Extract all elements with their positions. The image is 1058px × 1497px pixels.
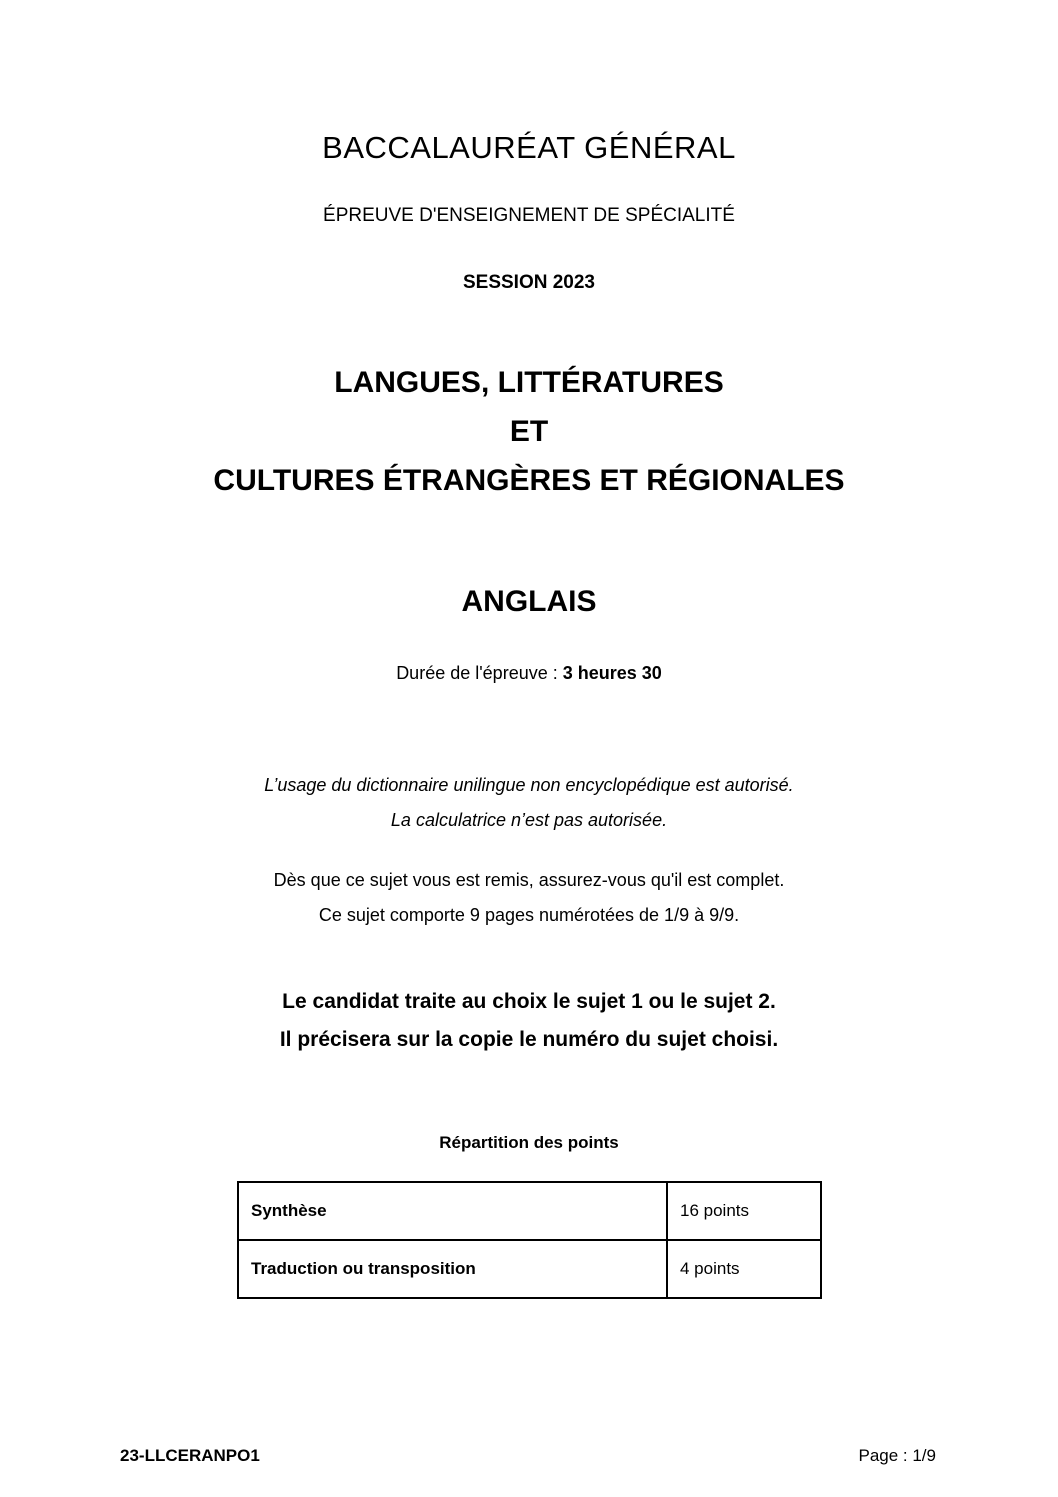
table-cell-synthese-label: Synthèse <box>238 1182 667 1240</box>
table-row <box>238 1240 821 1298</box>
completeness-notice: Dès que ce sujet vous est remis, assurez-vous qu'il est complet. <box>273 870 785 890</box>
table-cell-traduction-label: Traduction ou transposition <box>238 1240 667 1298</box>
duration-label: Durée de l'épreuve : <box>396 663 563 683</box>
exam-duration-line <box>0 663 1058 684</box>
points-distribution-table <box>237 1181 822 1299</box>
page-number-indicator: Page : 1/9 <box>858 1446 936 1465</box>
table-cell-traduction-points: 4 points <box>667 1240 821 1298</box>
subject-title-line3: CULTURES ÉTRANGÈRES ET RÉGIONALES <box>213 464 845 497</box>
subject-title-line1: LANGUES, LITTÉRATURES <box>334 366 724 399</box>
duration-value: 3 heures 30 <box>562 663 662 683</box>
subject-title-line2: ET <box>509 415 549 448</box>
exam-subtitle: ÉPREUVE D'ENSEIGNEMENT DE SPÉCIALITÉ <box>323 205 735 226</box>
document-reference-code: 23-LLCERANPO1 <box>120 1446 260 1465</box>
candidate-instruction-line1: Le candidat traite au choix le sujet 1 ou le sujet 2. <box>282 990 776 1013</box>
dictionary-notice: L’usage du dictionnaire unilingue non encyclopédique est autorisé. <box>264 775 794 795</box>
table-row <box>238 1182 821 1240</box>
calculator-notice: La calculatrice n’est pas autorisée. <box>390 810 668 830</box>
session-label: SESSION 2023 <box>462 272 596 293</box>
table-cell-synthese-points: 16 points <box>667 1182 821 1240</box>
exam-type-title: BACCALAURÉAT GÉNÉRAL <box>322 130 736 165</box>
exam-language-title: ANGLAIS <box>461 585 597 618</box>
page-count-notice: Ce sujet comporte 9 pages numérotées de 1/9 à 9/9. <box>318 905 740 925</box>
points-distribution-title: Répartition des points <box>439 1133 619 1152</box>
candidate-instruction-line2: Il précisera sur la copie le numéro du sujet choisi. <box>279 1028 779 1051</box>
